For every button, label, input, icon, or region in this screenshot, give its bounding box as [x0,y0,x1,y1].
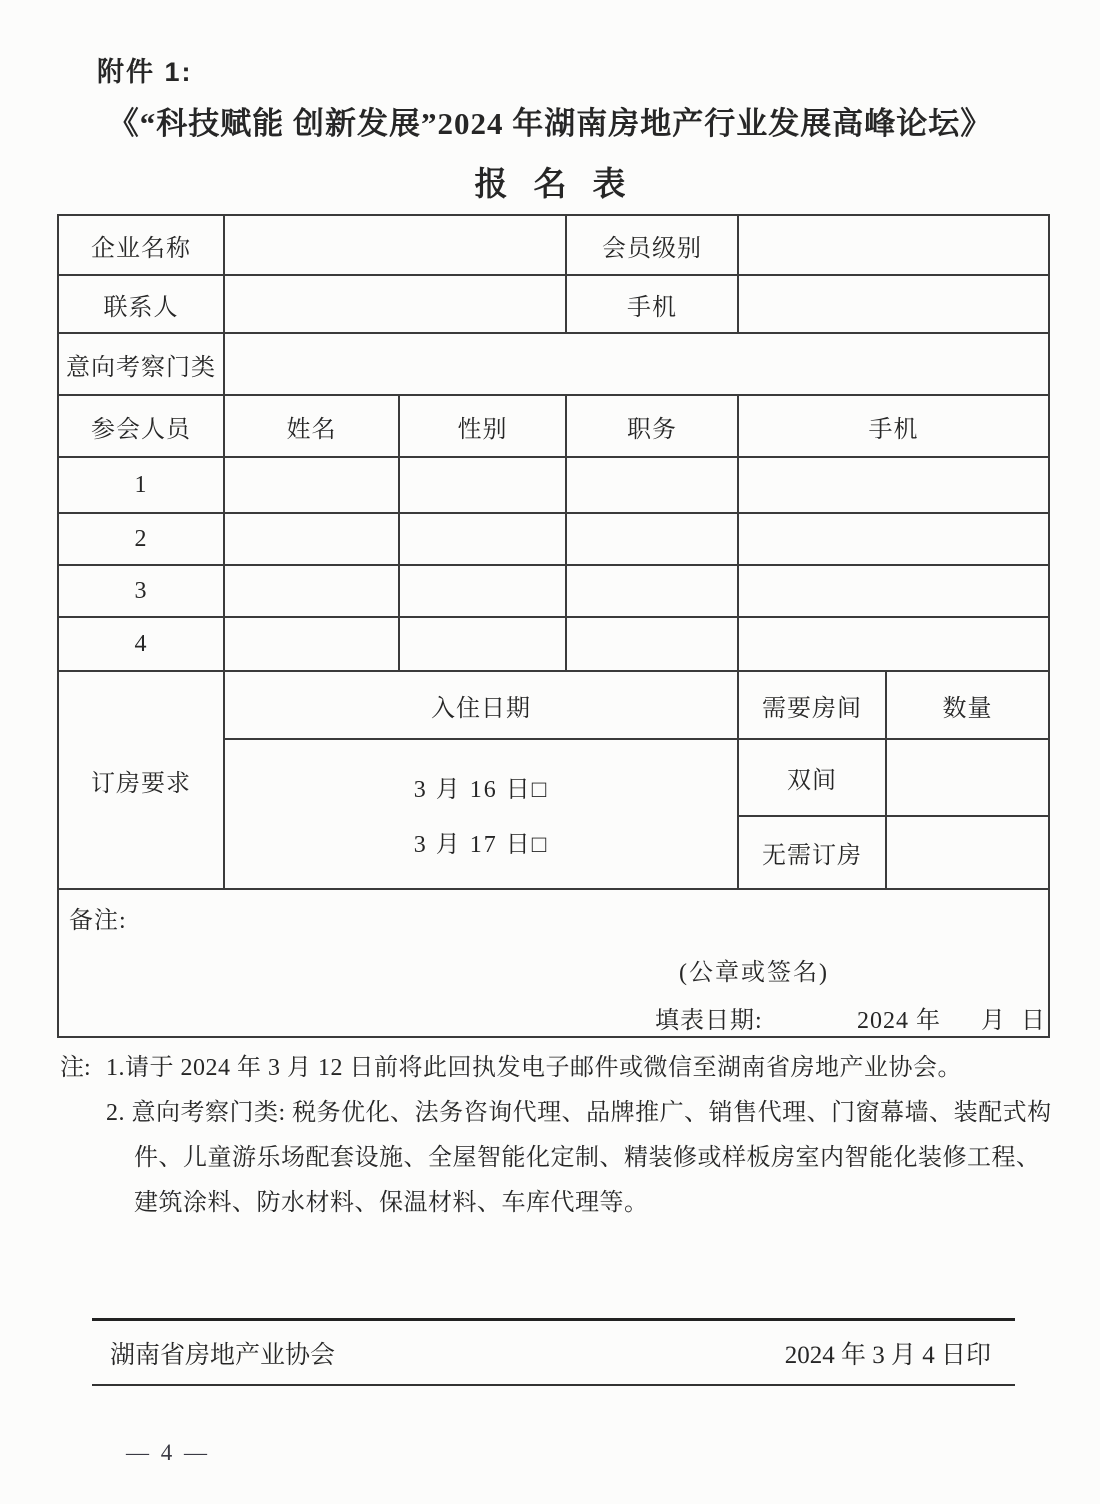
page-subtitle: 报名表 [474,167,652,203]
notes-prefix: 注: [60,1055,91,1081]
booking-group-label: 订房要求 [58,671,224,889]
remarks-label: 备注: [69,908,127,934]
date-option-mar16-checkbox: 3 月 16 日□ [413,777,549,803]
fill-date-month: 月 [981,1008,1006,1034]
table-row-attendee-header [58,395,1049,457]
attendee-position-field [566,565,738,617]
attendee-row-4 [58,617,1049,671]
attendee-name-field [224,513,399,565]
checkin-date-label: 入住日期 [224,671,738,739]
attendee-name-field [224,457,399,513]
table-row-contact [58,275,1049,333]
attendee-col-position: 职务 [566,395,738,457]
attendee-col-gender: 性别 [399,395,566,457]
contact-mobile-field [738,275,1049,333]
attendee-gender-field [399,565,566,617]
footer-issuer: 湖南省房地产业协会 [110,1341,336,1369]
checkin-dates-cell [224,739,738,889]
company-name-label: 企业名称 [58,215,224,275]
seal-or-signature-hint: (公章或签名) [679,960,829,986]
attendees-group-label: 参会人员 [58,395,224,457]
table-row-remarks [58,889,1049,1037]
contact-mobile-label: 手机 [566,275,738,333]
room-type-double-label: 双间 [738,739,886,816]
notes-section [60,1046,1058,1226]
quantity-label: 数量 [886,671,1049,739]
fill-date-day: 日 [1021,1008,1046,1034]
room-none-quantity-field [886,816,1049,889]
attendee-col-name: 姓名 [224,395,399,457]
attendee-row-2 [58,513,1049,565]
inspection-label: 意向考察门类 [58,333,224,395]
fill-date-year: 2024 年 [857,1008,941,1034]
attachment-label: 附件 1: [97,57,193,87]
attendee-name-field [224,617,399,671]
room-needed-label: 需要房间 [738,671,886,739]
note-item-1: 1.请于 2024 年 3 月 12 日前将此回执发电子邮件或微信至湖南省房地产业协会。 [106,1055,962,1081]
attendee-col-mobile: 手机 [738,395,1049,457]
checkin-date-options [225,769,737,859]
attendee-name-field [224,565,399,617]
company-name-field [224,215,566,275]
attendee-position-field [566,617,738,671]
attendee-mobile-field [738,565,1049,617]
registration-table [57,214,1050,1038]
attendee-row-3 [58,565,1049,617]
page-title: 《“科技赋能 创新发展”2024 年湖南房地产行业发展高峰论坛》 [107,106,993,141]
attendee-mobile-field [738,457,1049,513]
attendee-gender-field [399,457,566,513]
table-row-company [58,215,1049,275]
attendee-gender-field [399,513,566,565]
notes-items [106,1046,1058,1226]
fill-date-label: 填表日期: [655,1008,763,1034]
attendee-gender-field [399,617,566,671]
page-number: — 4 — [126,1440,210,1465]
attendee-mobile-field [738,617,1049,671]
attendee-row-number: 3 [58,565,224,617]
attendee-row-1 [58,457,1049,513]
member-level-field [738,215,1049,275]
footer-print-date: 2024 年 3 月 4 日印 [784,1341,991,1369]
attendee-row-number: 1 [58,457,224,513]
attendee-position-field [566,513,738,565]
member-level-label: 会员级别 [566,215,738,275]
contact-label: 联系人 [58,275,224,333]
attendee-mobile-field [738,513,1049,565]
room-type-none-label: 无需订房 [738,816,886,889]
attendee-row-number: 4 [58,617,224,671]
date-option-mar17-checkbox: 3 月 17 日□ [413,832,549,858]
note-item-2: 2. 意向考察门类: 税务优化、法务咨询代理、品牌推广、销售代理、门窗幕墙、装配式构件、儿童游乐场配套设施、全屋智能化定制、精装修或样板房室内智能化装修工程、建筑涂料、防水材料、保温材料、车库代理等。 [106,1100,1052,1216]
room-double-quantity-field [886,739,1049,816]
footer-bar [92,1318,1015,1386]
contact-field [224,275,566,333]
table-row-inspection [58,333,1049,395]
attendee-position-field [566,457,738,513]
inspection-field [224,333,1049,395]
attendee-row-number: 2 [58,513,224,565]
table-row-booking-header [58,671,1049,739]
remarks-cell [58,889,1049,1037]
